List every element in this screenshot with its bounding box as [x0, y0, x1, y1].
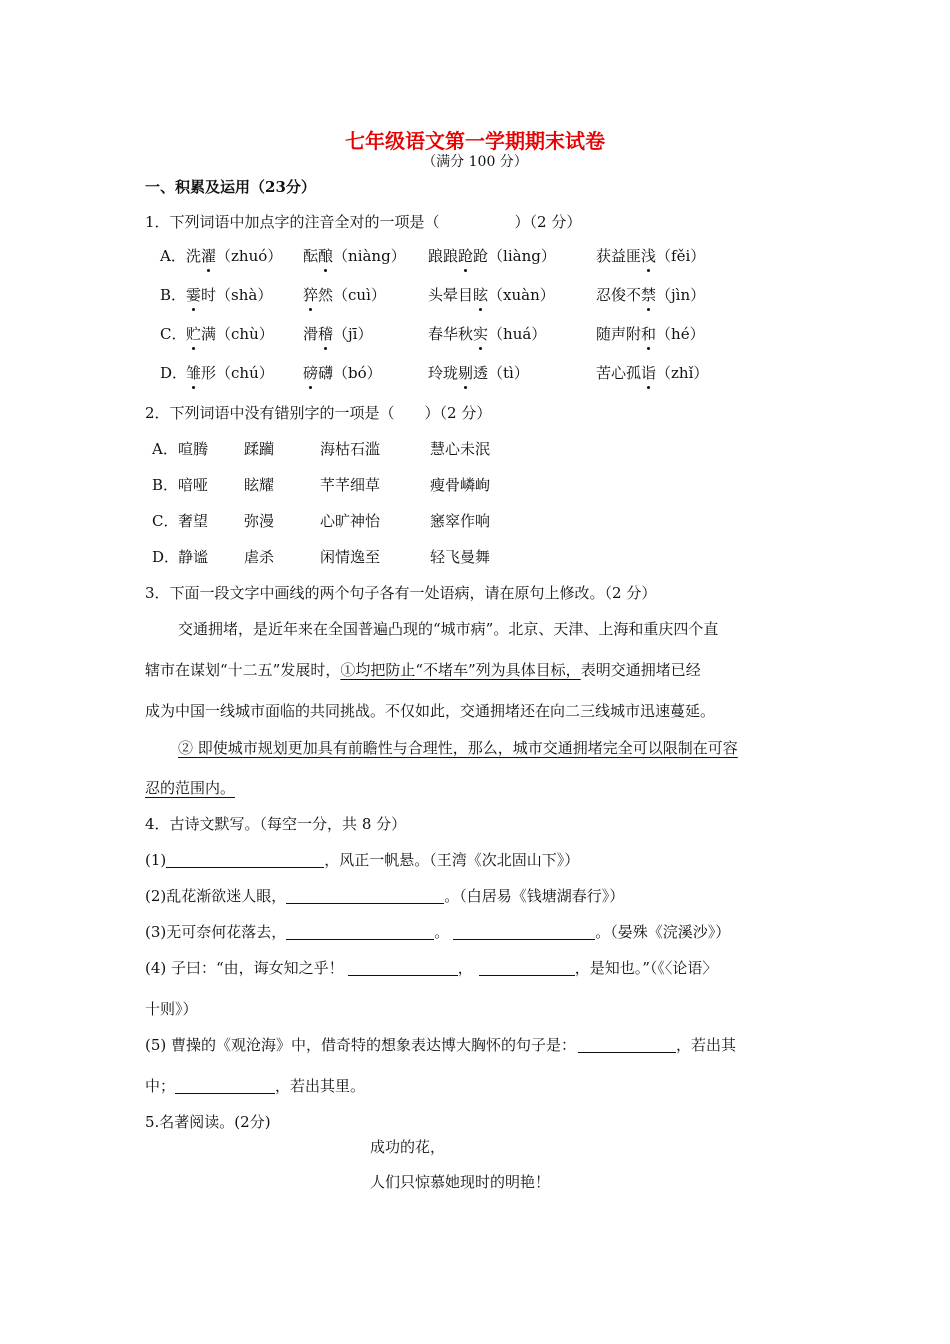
word-text: 踉踉	[428, 247, 459, 265]
option-word: 窸窣作响	[430, 512, 491, 530]
option-word: 蹂躏	[244, 440, 275, 458]
poem-line-4	[145, 958, 717, 978]
option-word	[303, 363, 382, 383]
dotted-character: 眩	[473, 286, 489, 304]
option-label: D．	[160, 364, 188, 382]
option-word	[596, 246, 705, 266]
question-3-line-2	[145, 660, 701, 680]
option-word	[428, 363, 529, 383]
option-word: 慧心未泯	[430, 440, 491, 458]
section-heading: 一、积累及运用（23分）	[145, 178, 316, 196]
pinyin-text: 时（shà）	[201, 286, 273, 304]
option-label: D．	[152, 548, 180, 566]
option-label: C．	[160, 325, 187, 343]
option-word: 弥漫	[244, 512, 275, 530]
line-text: (1)	[145, 851, 167, 869]
line-text: (2)乱花渐欲迷人眼，	[145, 887, 287, 905]
option-word: 瘦骨嶙峋	[430, 476, 491, 494]
line-text: ，	[457, 959, 473, 977]
dotted-character: 稽	[318, 325, 334, 343]
poem-quote-line-2: 人们只惊慕她现时的明艳！	[370, 1173, 551, 1191]
line-text: 。（白居易《钱塘湖春行》）	[444, 887, 625, 905]
word-text: 滑	[303, 325, 319, 343]
option-word: 喑哑	[178, 476, 209, 494]
dotted-character: 和	[641, 325, 657, 343]
question-4-stem: 4．古诗文默写。（每空一分，共 8 分）	[145, 815, 407, 833]
option-word	[596, 363, 708, 383]
page-subtitle: （满分 100 分）	[422, 154, 528, 170]
pinyin-text: （jī）	[333, 325, 373, 343]
pinyin-text: （zhǐ）	[656, 364, 709, 382]
pinyin-text: （huá）	[488, 325, 547, 343]
option-word: 静谧	[178, 548, 209, 566]
word-text: 洗	[186, 247, 202, 265]
answer-blank[interactable]	[286, 887, 444, 904]
option-word	[186, 246, 282, 266]
answer-blank[interactable]	[453, 923, 595, 940]
option-word	[428, 285, 555, 305]
option-word: 眩耀	[244, 476, 275, 494]
word-text: 苦心孤	[596, 364, 642, 382]
question-3-line-1: 交通拥堵，是近年来在全国普遍凸现的“城市病”。北京、天津、上海和重庆四个直	[178, 620, 719, 638]
poem-line-2	[145, 886, 624, 906]
option-label: A．	[160, 247, 186, 265]
answer-blank[interactable]	[286, 923, 434, 940]
option-word: 奢望	[178, 512, 209, 530]
pinyin-text: 礴（bó）	[318, 364, 382, 382]
dotted-character: 酿	[318, 247, 334, 265]
line-text: (5) 曹操的《观沧海》中，借奇特的想象表达博大胸怀的句子是：	[145, 1036, 577, 1054]
question-3-line-3: 成为中国一线城市面临的共同挑战。不仅如此，交通拥堵还在向二三线城市迅速蔓延。	[145, 702, 716, 720]
poem-line-4-end: 十则》）	[145, 1000, 198, 1018]
option-word	[303, 324, 372, 344]
pinyin-text: （xuàn）	[488, 286, 555, 304]
question-1-stem: 1．下列词语中加点字的注音全对的一项是（ ）（2 分）	[145, 213, 582, 231]
word-text: 春华秋	[428, 325, 474, 343]
answer-blank[interactable]	[348, 959, 458, 976]
option-word: 芊芊细草	[320, 476, 381, 494]
line-text: ，是知也。”（《〈论语〉	[574, 959, 718, 977]
option-word	[596, 285, 705, 305]
poem-line-5-end	[145, 1076, 365, 1096]
pinyin-text: 然（cuì）	[318, 286, 386, 304]
pinyin-text: （hé）	[656, 325, 705, 343]
line-text: 。（晏殊《浣溪沙》）	[595, 923, 731, 941]
option-word	[596, 324, 705, 344]
answer-blank[interactable]	[479, 959, 575, 976]
option-word	[186, 285, 272, 305]
page-title: 七年级语文第一学期期末试卷	[345, 129, 605, 153]
word-text: 忍俊不	[596, 286, 642, 304]
dotted-character: 剔	[458, 364, 474, 382]
pinyin-text: （jìn）	[656, 286, 706, 304]
poem-line-1	[145, 850, 579, 870]
line-text: ，风正一帆悬。（王湾《次北固山下》）	[324, 851, 580, 869]
word-text: 头晕目	[428, 286, 474, 304]
underlined-sentence-2-end: 忍的范围内。	[145, 779, 236, 797]
dotted-character: 猝	[303, 286, 319, 304]
line-text: ，若出其里。	[275, 1077, 366, 1095]
option-word	[303, 285, 386, 305]
dotted-character: 诣	[641, 364, 657, 382]
dotted-character: 霎	[186, 286, 202, 304]
option-word	[303, 246, 406, 266]
dotted-character: 跄	[458, 247, 474, 265]
word-text: 酝	[303, 247, 319, 265]
option-word: 心旷神怡	[320, 512, 381, 530]
dotted-character: 贮	[186, 325, 202, 343]
pinyin-text: 形（chú）	[201, 364, 274, 382]
line-text: 中；	[145, 1077, 176, 1095]
line-text: 。	[434, 923, 450, 941]
answer-blank[interactable]	[578, 1036, 676, 1053]
option-word: 喧腾	[178, 440, 209, 458]
poem-line-5	[145, 1035, 736, 1055]
dotted-character: 浅	[641, 247, 657, 265]
poem-line-3	[145, 922, 730, 942]
dotted-character: 磅	[303, 364, 319, 382]
option-label: B．	[152, 476, 179, 494]
option-word	[428, 246, 556, 266]
poem-quote-line-1: 成功的花，	[370, 1138, 446, 1156]
option-word	[428, 324, 546, 344]
question-3-stem: 3．下面一段文字中画线的两个句子各有一处语病，请在原句上修改。（2 分）	[145, 584, 657, 602]
pinyin-text: 跄（liàng）	[473, 247, 556, 265]
word-text: 随声附	[596, 325, 642, 343]
option-label: A．	[152, 440, 178, 458]
option-word: 闲情逸至	[320, 548, 381, 566]
dotted-character: 濯	[201, 247, 217, 265]
dotted-character: 禁	[641, 286, 657, 304]
option-word: 虐杀	[244, 548, 275, 566]
option-word	[186, 363, 274, 383]
pinyin-text: （niàng）	[333, 247, 406, 265]
option-label: B．	[160, 286, 187, 304]
pinyin-text: 透（tì）	[473, 364, 529, 382]
line-text: (3)无可奈何花落去，	[145, 923, 287, 941]
option-word	[186, 324, 274, 344]
pinyin-text: （zhuó）	[216, 247, 283, 265]
question-2-stem: 2．下列词语中没有错别字的一项是（ ）（2 分）	[145, 404, 492, 422]
option-word: 海枯石滥	[320, 440, 381, 458]
option-label: C．	[152, 512, 179, 530]
underlined-sentence-1: ①均把防止“不堵车”列为具体目标，	[340, 661, 581, 679]
question-5-stem: 5.名著阅读。(2分)	[145, 1113, 271, 1131]
option-word: 轻飞曼舞	[430, 548, 491, 566]
answer-blank[interactable]	[175, 1077, 275, 1094]
word-text: 获益匪	[596, 247, 642, 265]
dotted-character: 实	[473, 325, 489, 343]
question-3-text: 辖市在谋划“十二五”发展时，	[145, 661, 341, 679]
pinyin-text: 满（chù）	[201, 325, 274, 343]
dotted-character: 雏	[186, 364, 202, 382]
question-3-text: 表明交通拥堵已经	[580, 661, 701, 679]
answer-blank[interactable]	[166, 851, 324, 868]
line-text: ，若出其	[676, 1036, 737, 1054]
underlined-sentence-2: ② 即使城市规划更加具有前瞻性与合理性，那么，城市交通拥堵完全可以限制在可容	[178, 739, 738, 757]
word-text: 玲珑	[428, 364, 459, 382]
line-text: (4) 子曰：“由，诲女知之乎！	[145, 959, 344, 977]
pinyin-text: （fěi）	[656, 247, 706, 265]
